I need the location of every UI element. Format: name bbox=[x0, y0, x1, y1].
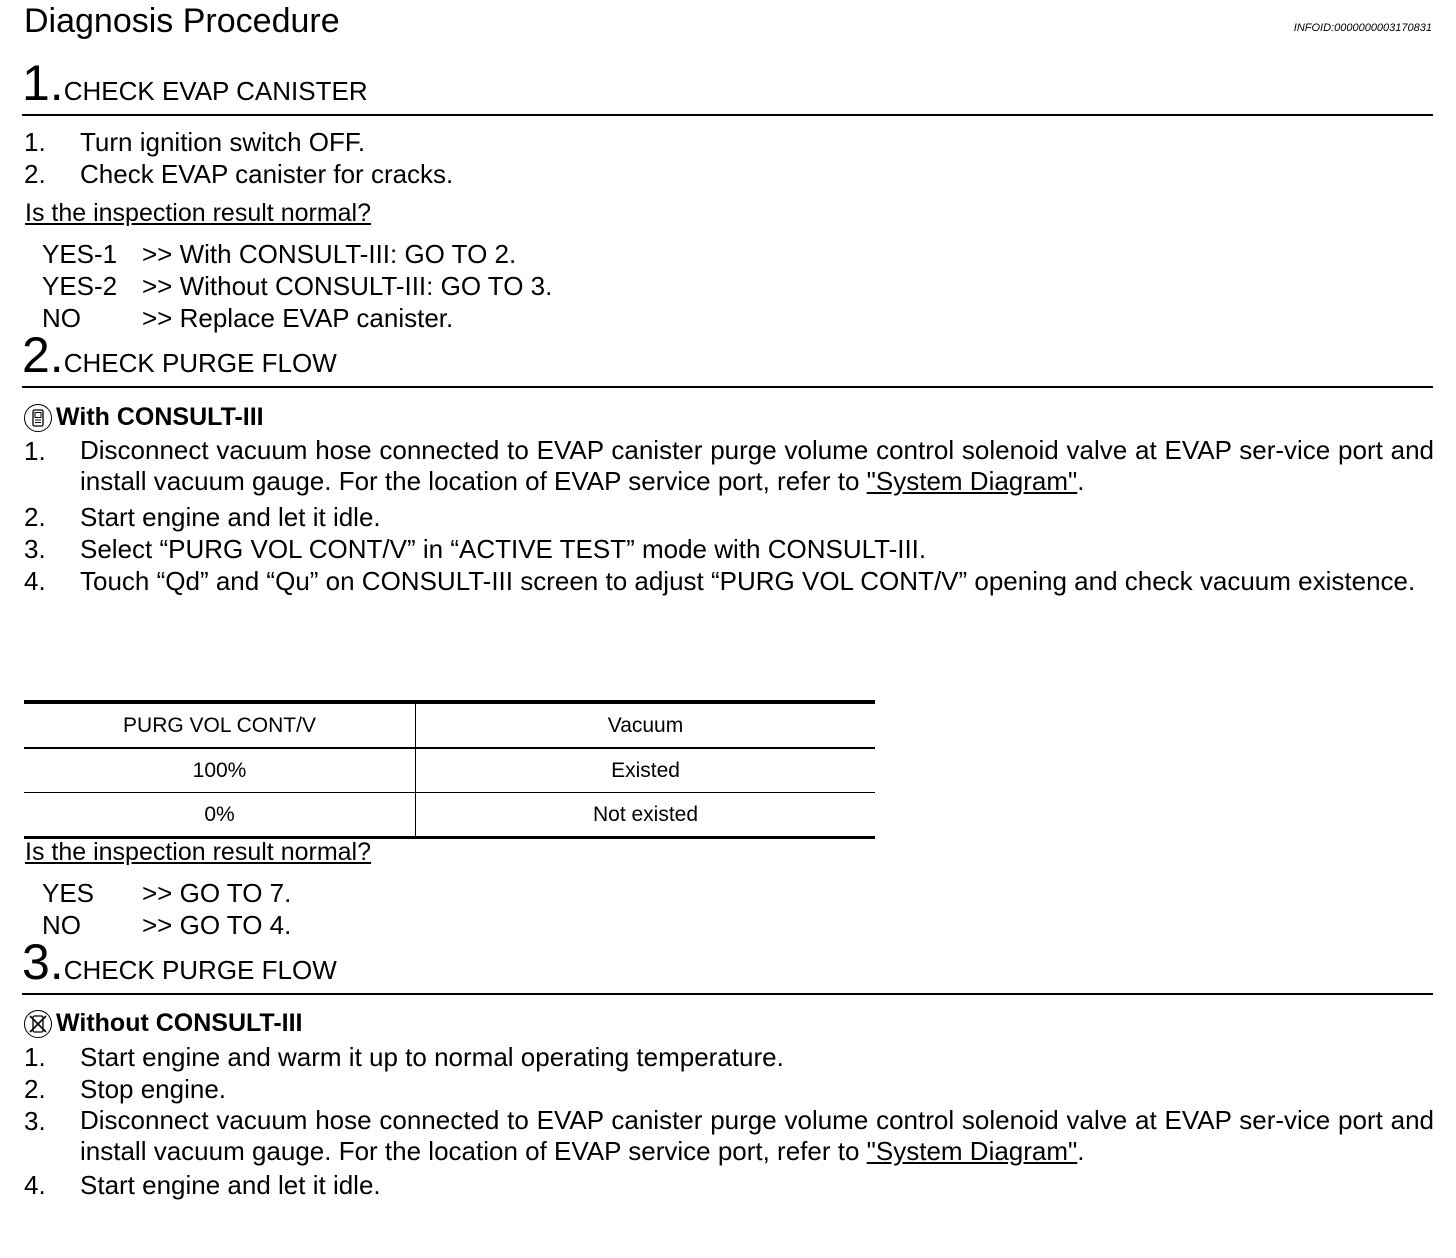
inspection-question: Is the inspection result normal? bbox=[25, 199, 372, 227]
answer-row: YES-2 >> Without CONSULT-III: GO TO 3. bbox=[42, 271, 553, 301]
answer-row: YES >> GO TO 7. bbox=[42, 878, 292, 908]
table-cell: Not existed bbox=[592, 802, 699, 826]
table-row bbox=[24, 793, 875, 838]
page-title: Diagnosis Procedure bbox=[24, 2, 340, 40]
consult-device-icon bbox=[24, 404, 52, 432]
step-1-list bbox=[24, 126, 1434, 190]
step-number: 2. bbox=[22, 327, 64, 383]
system-diagram-link[interactable]: "System Diagram" bbox=[866, 466, 1078, 496]
answer-row: YES-1 >> With CONSULT-III: GO TO 2. bbox=[42, 239, 517, 269]
step-title: CHECK PURGE FLOW bbox=[63, 348, 337, 378]
purge-vacuum-table bbox=[24, 700, 875, 839]
list-item: 2. Check EVAP canister for cracks. bbox=[24, 159, 454, 189]
table-cell: Existed bbox=[611, 758, 680, 782]
list-item: 3. Select “PURG VOL CONT/V” in “ACTIVE TEST” mode with CONSULT-III. bbox=[24, 534, 927, 564]
info-id: INFOID:0000000003170831 bbox=[1293, 22, 1432, 34]
inspection-question: Is the inspection result normal? bbox=[25, 838, 372, 866]
list-item: 2. Stop engine. bbox=[24, 1074, 227, 1104]
column-header: Vacuum bbox=[607, 713, 684, 737]
list-item: 3. Disconnect vacuum hose connected to EVAP canister purge volume control solenoid valve at EVAP ser-vice port and install vacuum gauge. For the location of EVAP service port, refer to "System Diagram". bbox=[24, 1105, 1434, 1166]
list-item: 1. Start engine and warm it up to normal operating temperature. bbox=[24, 1042, 784, 1072]
step-2-header bbox=[22, 327, 1433, 388]
step-1-answers bbox=[42, 238, 552, 334]
step-number: 1. bbox=[22, 55, 64, 111]
table-cell: 0% bbox=[24, 793, 416, 838]
step-1-header bbox=[22, 55, 1433, 116]
step-3-header bbox=[22, 934, 1433, 995]
system-diagram-link[interactable]: "System Diagram" bbox=[866, 1136, 1078, 1166]
column-header: PURG VOL CONT/V bbox=[24, 702, 416, 748]
answer-row: NO >> GO TO 4. bbox=[42, 910, 292, 940]
step-title: CHECK PURGE FLOW bbox=[63, 955, 337, 985]
step-title: CHECK EVAP CANISTER bbox=[63, 76, 368, 106]
table-header-row bbox=[24, 702, 875, 748]
step-2-answers bbox=[42, 877, 291, 941]
list-item: 4. Touch “Qd” and “Qu” on CONSULT-III screen to adjust “PURG VOL CONT/V” opening and check vacuum existence. bbox=[24, 566, 1416, 596]
list-item: 1. Turn ignition switch OFF. bbox=[24, 127, 366, 157]
with-consult-label: With CONSULT-III bbox=[24, 403, 264, 432]
list-item: 4. Start engine and let it idle. bbox=[24, 1170, 381, 1200]
step-2-list bbox=[24, 435, 1434, 597]
list-item: 2. Start engine and let it idle. bbox=[24, 502, 381, 532]
without-consult-label: Without CONSULT-III bbox=[24, 1009, 302, 1038]
step-3-list bbox=[24, 1041, 1434, 1201]
answer-row: NO >> Replace EVAP canister. bbox=[42, 303, 454, 333]
step-number: 3. bbox=[22, 934, 64, 990]
list-item: 1. Disconnect vacuum hose connected to EVAP canister purge volume control solenoid valve at EVAP ser-vice port and install vacuum gauge. For the location of EVAP service port, refer to "System Diagram". bbox=[24, 435, 1434, 496]
table-cell: 100% bbox=[24, 748, 416, 793]
table-row bbox=[24, 748, 875, 793]
no-consult-icon bbox=[24, 1010, 52, 1038]
